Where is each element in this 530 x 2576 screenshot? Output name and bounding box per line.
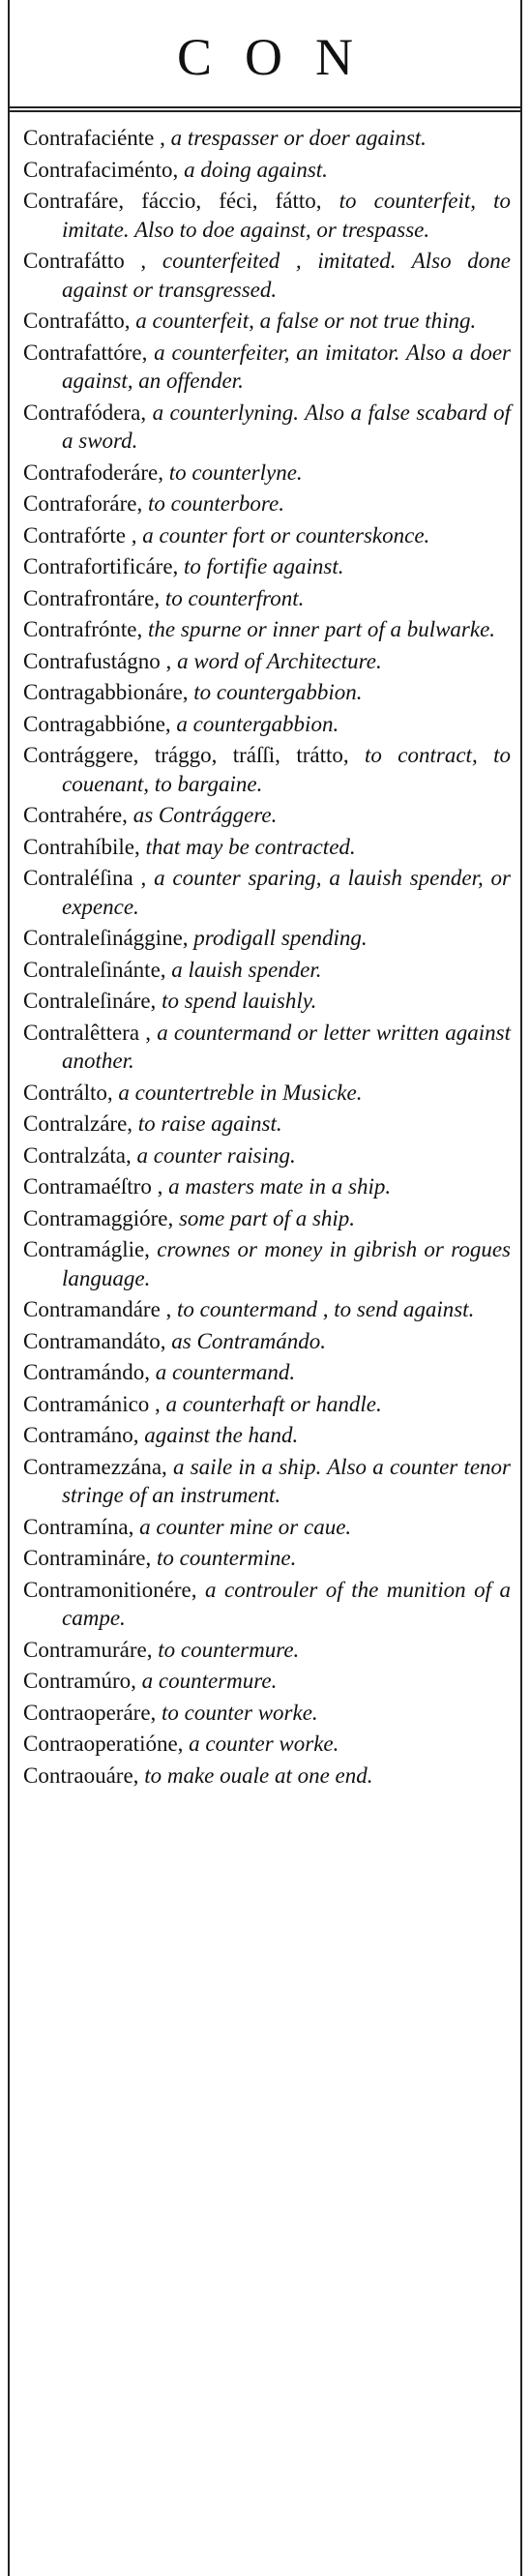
header-divider	[10, 110, 520, 112]
entry-headword: Contramaggióre,	[23, 1205, 174, 1230]
page-header	[10, 0, 520, 108]
entry-headword: Contraléſina ,	[23, 866, 147, 890]
entry-headword: Contrafaciménto,	[23, 157, 179, 182]
dictionary-entry	[23, 521, 511, 550]
dictionary-entry	[23, 552, 511, 581]
dictionary-entry	[23, 1636, 511, 1665]
left-border-rule	[8, 0, 10, 2576]
entry-headword: Contraleſinággine,	[23, 926, 189, 950]
entry-headword: Contrafrónte,	[23, 617, 143, 641]
dictionary-entry	[23, 1295, 511, 1324]
dictionary-entry	[23, 956, 511, 985]
entry-definition: a counter worke.	[183, 1732, 339, 1756]
entry-definition: to counter worke.	[156, 1700, 318, 1725]
entry-headword: Contraleſináre,	[23, 989, 157, 1013]
entry-headword: Contrálto,	[23, 1080, 113, 1105]
entry-headword: Contramezzána,	[23, 1454, 167, 1479]
entry-headword: Contralzáre,	[23, 1111, 133, 1136]
entry-headword: Contrafustágno ,	[23, 648, 172, 673]
dictionary-entry	[23, 987, 511, 1016]
right-border-rule	[520, 0, 522, 2576]
entry-definition: a counterhaft or handle.	[160, 1391, 382, 1416]
dictionary-entry	[23, 1327, 511, 1356]
dictionary-entry	[23, 1172, 511, 1201]
entry-headword: Contrafaciénte ,	[23, 126, 165, 150]
entry-headword: Contrafáre, fáccio, féci, fátto,	[23, 189, 322, 213]
entry-definition: to fortifie against.	[178, 554, 344, 578]
entry-headword: Contragabbionáre,	[23, 680, 189, 704]
entry-definition: a doing against.	[178, 157, 328, 182]
dictionary-entry	[23, 307, 511, 336]
dictionary-entry	[23, 339, 511, 396]
entry-definition: a countermand or letter written against another.	[62, 1020, 511, 1073]
dictionary-entry	[23, 1110, 511, 1139]
dictionary-entry	[23, 833, 511, 862]
entry-headword: Contramináre,	[23, 1546, 152, 1570]
entry-definition: a saile in a ship. Also a counter tenor stringe of an instrument.	[62, 1454, 511, 1507]
entry-headword: Contraleſinánte,	[23, 957, 166, 982]
dictionary-entry	[23, 678, 511, 707]
entry-definition: that may be contracted.	[139, 834, 356, 859]
dictionary-entry	[23, 247, 511, 304]
entry-headword: Contragabbióne,	[23, 711, 171, 736]
entry-definition: to countermand , to send against.	[171, 1297, 475, 1321]
header-title: CON	[176, 28, 386, 86]
entry-list	[23, 124, 511, 1792]
entry-headword: Contrafátto,	[23, 309, 131, 333]
entry-definition: to counterlyne.	[162, 459, 303, 485]
dictionary-entry	[23, 124, 511, 153]
entry-definition: as Contrággere.	[127, 803, 278, 827]
entry-headword: Contramonitionére,	[23, 1577, 197, 1602]
entry-definition: a masters mate in a ship.	[162, 1174, 392, 1199]
dictionary-entry	[23, 489, 511, 518]
entry-definition: to countermure.	[152, 1637, 300, 1662]
entry-definition: a counterfeit, a false or not true thing.	[130, 309, 477, 333]
entry-definition: some part of a ship.	[173, 1205, 356, 1230]
entry-headword: Contramaéſtro ,	[23, 1174, 163, 1199]
entry-definition: a counter mine or caue.	[133, 1514, 352, 1539]
entry-definition: prodigall spending.	[188, 926, 368, 950]
entry-definition: a countermand.	[149, 1360, 296, 1384]
entry-definition: a counter raising.	[131, 1142, 296, 1168]
entry-definition: a counterlyning. Also a false scabard of a sword.	[62, 400, 511, 453]
entry-headword: Contrafrontáre,	[23, 585, 161, 610]
entry-definition: to counterbore.	[142, 491, 284, 516]
dictionary-entry	[23, 1544, 511, 1573]
entry-headword: Contrafoderáre,	[23, 459, 163, 485]
dictionary-entry	[23, 1730, 511, 1759]
entry-headword: Contrafattóre,	[23, 340, 148, 365]
dictionary-entry	[23, 1421, 511, 1450]
entry-definition: to contract, to couenant, to bargaine.	[62, 743, 511, 796]
dictionary-entry	[23, 1762, 511, 1791]
entry-definition: a countergabbion.	[170, 711, 339, 736]
entry-definition: to counterfront.	[160, 585, 305, 610]
entry-headword: Contramuráre,	[23, 1637, 153, 1662]
dictionary-entry	[23, 1204, 511, 1233]
entry-definition: a word of Architecture.	[171, 648, 382, 673]
entry-definition: to countermine.	[151, 1546, 297, 1570]
entry-headword: Contramándo,	[23, 1360, 150, 1384]
entry-headword: Contraouáre,	[23, 1762, 139, 1788]
entry-definition: a lauish spender.	[165, 957, 322, 982]
dictionary-entry	[23, 924, 511, 953]
dictionary-entry	[23, 864, 511, 921]
entry-definition: to countergabbion.	[188, 680, 363, 704]
entry-definition: against the hand.	[138, 1423, 299, 1447]
entry-definition: a controuler of the munition of a campe.	[62, 1577, 511, 1630]
entry-definition: to spend lauishly.	[156, 989, 317, 1013]
entry-definition: a countertreble in Musicke.	[112, 1080, 363, 1105]
dictionary-entry	[23, 1235, 511, 1292]
entry-headword: Contrahére,	[23, 803, 128, 827]
dictionary-entry	[23, 156, 511, 185]
dictionary-entry	[23, 1576, 511, 1633]
entry-headword: Contrafórte ,	[23, 522, 137, 548]
dictionary-entry	[23, 647, 511, 676]
entry-headword: Contralzáta,	[23, 1142, 132, 1168]
entry-headword: Contramánico ,	[23, 1391, 161, 1416]
entry-headword: Contraoperatióne,	[23, 1732, 184, 1756]
dictionary-entry	[23, 1079, 511, 1108]
dictionary-entry	[23, 801, 511, 830]
entry-definition: to counterfeit, to imitate. Also to doe against, or trespasse.	[62, 189, 512, 242]
dictionary-entry	[23, 1141, 511, 1170]
entry-headword: Contramúro,	[23, 1669, 136, 1693]
entry-headword: Contramandáto,	[23, 1328, 166, 1353]
entry-headword: Contrággere, trággo, tráſſi, trátto,	[23, 743, 349, 767]
dictionary-entry	[23, 459, 511, 488]
entry-headword: Contramáglie,	[23, 1237, 150, 1261]
entry-definition: a trespasser or doer against.	[164, 126, 427, 150]
entry-definition: counterfeited , imitated. Also done against or transgressed.	[62, 249, 511, 302]
entry-headword: Contraforáre,	[23, 491, 143, 516]
entry-headword: Contrafátto ,	[23, 249, 147, 273]
dictionary-entry	[23, 1667, 511, 1696]
dictionary-entry	[23, 584, 511, 613]
dictionary-entry	[23, 187, 511, 244]
entry-headword: Contraoperáre,	[23, 1700, 157, 1725]
dictionary-entry	[23, 1699, 511, 1728]
entry-definition: to make ouale at one end.	[138, 1762, 373, 1788]
entry-headword: Contrafódera,	[23, 400, 147, 425]
dictionary-entry	[23, 615, 511, 644]
entry-definition: a counterfeiter, an imitator. Also a doer against, an offender.	[62, 340, 511, 393]
entry-definition: to raise against.	[132, 1111, 282, 1136]
entry-definition: crownes or money in gibrish or rogues language.	[62, 1237, 511, 1290]
dictionary-entry	[23, 1019, 511, 1076]
entry-headword: Contralêttera ,	[23, 1020, 152, 1045]
entry-definition: a countermure.	[135, 1669, 278, 1693]
entry-definition: a counter sparing, a lauish spender, or expence.	[62, 866, 512, 919]
dictionary-entry	[23, 1513, 511, 1542]
dictionary-entry	[23, 399, 511, 456]
entry-definition: as Contramándo.	[165, 1328, 327, 1353]
dictionary-entry	[23, 1358, 511, 1387]
entry-headword: Contramína,	[23, 1514, 134, 1539]
dictionary-entry	[23, 710, 511, 739]
entry-headword: Contramandáre ,	[23, 1297, 172, 1321]
dictionary-entry	[23, 1453, 511, 1510]
dictionary-entry	[23, 1390, 511, 1419]
entry-headword: Contramáno,	[23, 1423, 139, 1447]
entry-definition: the spurne or inner part of a bulwarke.	[142, 617, 496, 641]
entry-headword: Contrahíbile,	[23, 834, 140, 859]
entry-definition: a counter fort or counterskonce.	[136, 522, 430, 548]
entry-headword: Contrafortificáre,	[23, 554, 179, 578]
dictionary-entry	[23, 741, 511, 798]
